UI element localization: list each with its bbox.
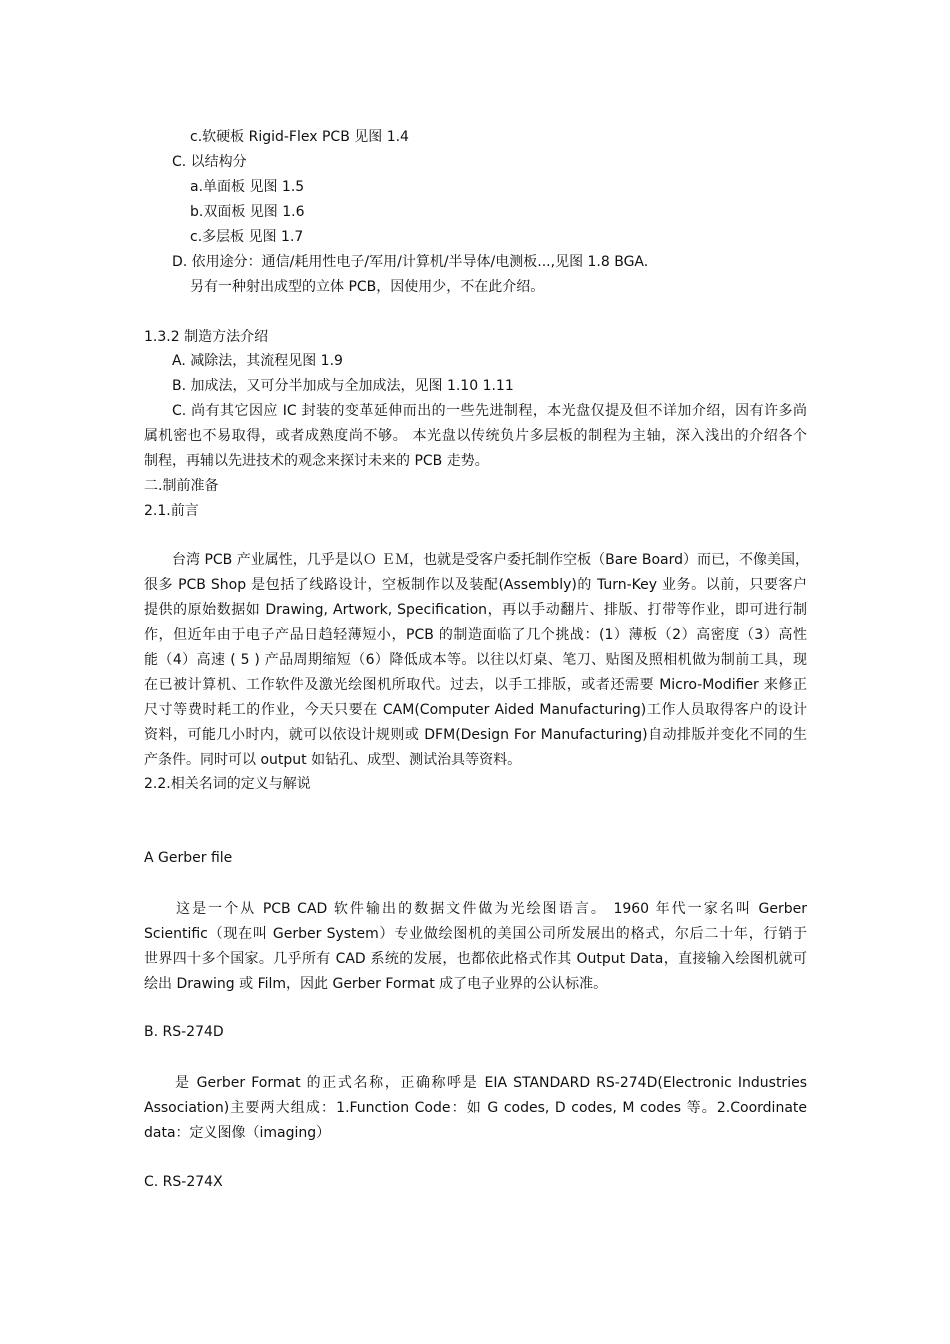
paragraph-line: data：定义图像（imaging） — [144, 1125, 331, 1141]
list-item-single-sided: a.单面板 见图 1.5 — [190, 179, 305, 195]
list-heading-by-usage: D. 依用途分：通信/耗用性电子/军用/计算机/半导体/电测板...,见图 1.8 BGA. — [172, 254, 649, 270]
chapter-heading-2: 二.制前准备 — [144, 478, 219, 494]
paragraph-line: Scientific（现在叫 Gerber System）专业做绘图机的美国公司所发展出的格式，尔后二十年，行销于 — [144, 926, 807, 942]
paragraph-line: 是 Gerber Format 的正式名称，正确称呼是 EIA STANDARD RS-274D(Electronic Industries — [175, 1075, 807, 1091]
paragraph-line: 产条件。同时可以 output 如钻孔、成型、测试治具等资料。 — [144, 752, 522, 768]
paragraph-line: C. 尚有其它因应 IC 封装的变革延伸而出的一些先进制程，本光盘仅提及但不详加介绍，因有许多尚 — [172, 403, 807, 419]
paragraph-line: 作，但近年由于电子产品日趋轻薄短小，PCB 的制造面临了几个挑战：(1）薄板（2）高密度（3）高性 — [144, 627, 807, 643]
paragraph-line: 制程，再辅以先进技术的观念来探讨未来的 PCB 走势。 — [144, 453, 489, 469]
list-item-multilayer: c.多层板 见图 1.7 — [190, 229, 304, 245]
term-heading-gerber-file: A Gerber file — [144, 850, 233, 866]
section-heading-2-2: 2.2.相关名词的定义与解说 — [144, 776, 311, 792]
section-heading-2-1: 2.1.前言 — [144, 503, 199, 519]
paragraph-line: 很多 PCB Shop 是包括了线路设计，空板制作以及装配(Assembly)的 Turn-Key 业务。以前，只要客户 — [144, 577, 807, 593]
term-heading-rs-274d: B. RS-274D — [144, 1024, 224, 1040]
paragraph-line: Association)主要两大组成：1.Function Code：如 G codes, D codes, M codes 等。2.Coordinate — [144, 1100, 807, 1116]
paragraph-rs-274d — [144, 1071, 807, 1146]
paragraph-line: 资料，可能几小时内，就可以依设计规则或 DFM(Design For Manufacturing)自动排版并变化不同的生 — [144, 727, 807, 743]
section-heading-1-3-2: 1.3.2 制造方法介绍 — [144, 329, 269, 345]
term-heading-rs-274x: C. RS-274X — [144, 1174, 223, 1190]
paragraph-gerber-file — [144, 897, 807, 997]
paragraph-line: 在已被计算机、工作软件及激光绘图机所取代。过去，以手工排版，或者还需要 Micro-Modifier 来修正 — [144, 677, 807, 693]
list-heading-by-structure: C. 以结构分 — [172, 154, 247, 170]
paragraph-preface — [144, 548, 810, 773]
note-molded-pcb: 另有一种射出成型的立体 PCB，因使用少，不在此介绍。 — [190, 279, 545, 295]
list-item-subtractive: A. 减除法，其流程见图 1.9 — [172, 353, 343, 369]
paragraph-line: 这是一个从 PCB CAD 软件输出的数据文件做为光绘图语言。 1960 年代一家名叫 Gerber — [176, 901, 807, 917]
paragraph-line: 提供的原始数据如 Drawing, Artwork, Specification，再以手动翻片、排版、打带等作业，即可进行制 — [144, 602, 807, 618]
paragraph-line: 尺寸等费时耗工的作业，今天只要在 CAM(Computer Aided Manufacturing)工作人员取得客户的设计 — [144, 702, 807, 718]
paragraph-line: 能（4）高速 ( 5 ) 产品周期缩短（6）降低成本等。以往以灯桌、笔刀、贴图及照相机做为制前工具，现 — [144, 652, 807, 668]
list-item-rigid-flex: c.软硬板 Rigid-Flex PCB 见图 1.4 — [190, 129, 409, 145]
list-item-additive: B. 加成法，又可分半加成与全加成法，见图 1.10 1.11 — [172, 378, 514, 394]
paragraph-line: 绘出 Drawing 或 Film，因此 Gerber Format 成了电子业界的公认标准。 — [144, 976, 608, 992]
paragraph-line: 世界四十多个国家。几乎所有 CAD 系统的发展，也都依此格式作其 Output Data，直接输入绘图机就可 — [144, 951, 807, 967]
paragraph-line: 台湾 PCB 产业属性，几乎是以Ｏ ＥＭ，也就是受客户委托制作空板（Bare Board）而已，不像美国， — [172, 552, 810, 568]
list-item-double-sided: b.双面板 见图 1.6 — [190, 204, 305, 220]
paragraph-advanced-process — [144, 399, 807, 474]
paragraph-line: 属机密也不易取得，或者成熟度尚不够。 本光盘以传统负片多层板的制程为主轴，深入浅出的介绍各个 — [144, 428, 807, 444]
